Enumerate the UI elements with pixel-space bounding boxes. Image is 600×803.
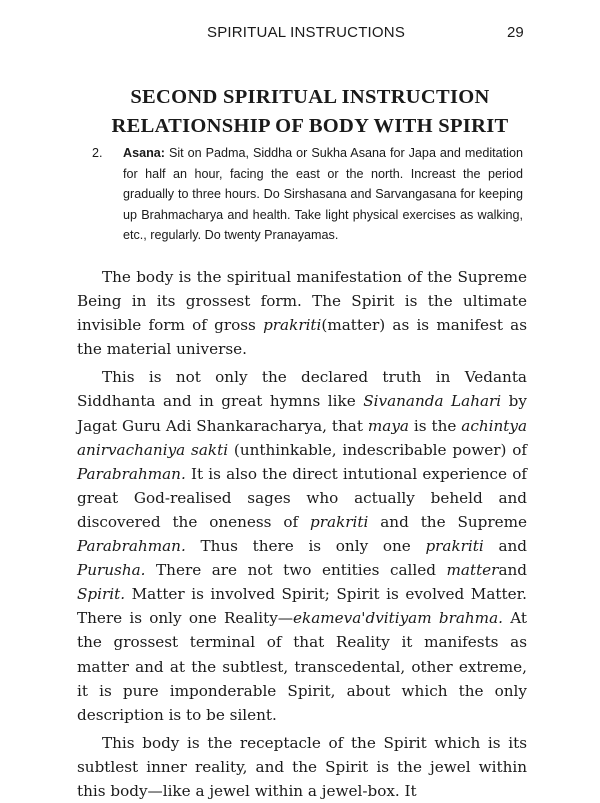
paragraph-text: by Jagat Guru Adi Shankaracharya, that (77, 392, 527, 435)
paragraph-text: (unthinkable, indescribable power) of (228, 440, 528, 459)
italic-term: Parabrahman. (77, 537, 186, 556)
paragraph-text: and (498, 561, 527, 580)
paragraph-text: This is not only the declared truth in Vedanta Siddhanta and in great hymns like (77, 368, 527, 411)
paragraph-text: This body is the receptacle of the Spirit which is its subtlest inner reality, and the Spirit is the jewel within this body—like a jewel within a jewel-box. It (77, 733, 527, 800)
italic-term: prakriti (263, 316, 322, 335)
italic-term: achintya anirvachaniya sakti (77, 416, 527, 459)
paragraph-text: At the grossest terminal of that Reality it manifests as matter and at the subtlest, transcedental, other extreme, it is pure imponderable Spirit, about which the only description is to be silent. (77, 609, 527, 724)
italic-term: matter (446, 561, 499, 580)
page-header (0, 24, 600, 46)
italic-term: Sivananda Lahari (363, 392, 502, 411)
paragraph-text: (matter) as is manifest as the material universe. (77, 316, 527, 359)
chapter-headings (0, 83, 600, 141)
paragraph-text: and (483, 537, 528, 556)
italic-term: prakriti (425, 537, 484, 556)
paragraph-text: and the Supreme (368, 512, 527, 531)
italic-term: ekameva'dvitiyam brahma. (293, 609, 503, 628)
italic-term: Parabrahman. (77, 464, 186, 483)
running-head: SPIRITUAL INSTRUCTIONS (207, 24, 406, 41)
italic-term: prakriti (310, 512, 369, 531)
instruction-term: Asana: (123, 146, 165, 160)
instruction-block (92, 143, 523, 246)
italic-term: Spirit. (77, 585, 126, 604)
italic-term: Purusha. (77, 561, 146, 580)
instruction-number: 2. (92, 146, 103, 160)
paragraph-text: There are not two entities called (145, 561, 447, 580)
instruction-text (123, 143, 523, 246)
paragraph-text: The body is the spiritual manifestation of the Supreme Being in its grossest form. The Spirit is the ultimate invisible form of gross (77, 268, 527, 335)
paragraph-1 (77, 265, 527, 361)
paragraph-3 (77, 731, 527, 803)
instruction-body: Sit on Padma, Siddha or Sukha Asana for Japa and meditation for half an hour, facing the east or the north. Increast the period gradually to three hours. Do Sirshasana and Sarvangasana for keeping up Brahmacharya and health. Take light physical exercises as walking, etc., regularly. Do twenty Pranayamas. (123, 146, 523, 242)
chapter-title: SECOND SPIRITUAL INSTRUCTION (130, 86, 490, 108)
page-number: 29 (507, 24, 524, 41)
chapter-subtitle: RELATIONSHIP OF BODY WITH SPIRIT (111, 115, 509, 137)
paragraph-2 (77, 365, 527, 726)
paragraph-text: It is also the direct intutional experience of great God-realised sages who actually beheld and discovered the oneness of (77, 464, 527, 531)
paragraph-text: is the (408, 416, 462, 435)
body-text (77, 265, 527, 803)
italic-term: maya (367, 416, 409, 435)
paragraph-text: Thus there is only one (185, 537, 426, 556)
paragraph-text: Matter is involved Spirit; Spirit is evolved Matter. There is only one Reality— (77, 585, 527, 628)
